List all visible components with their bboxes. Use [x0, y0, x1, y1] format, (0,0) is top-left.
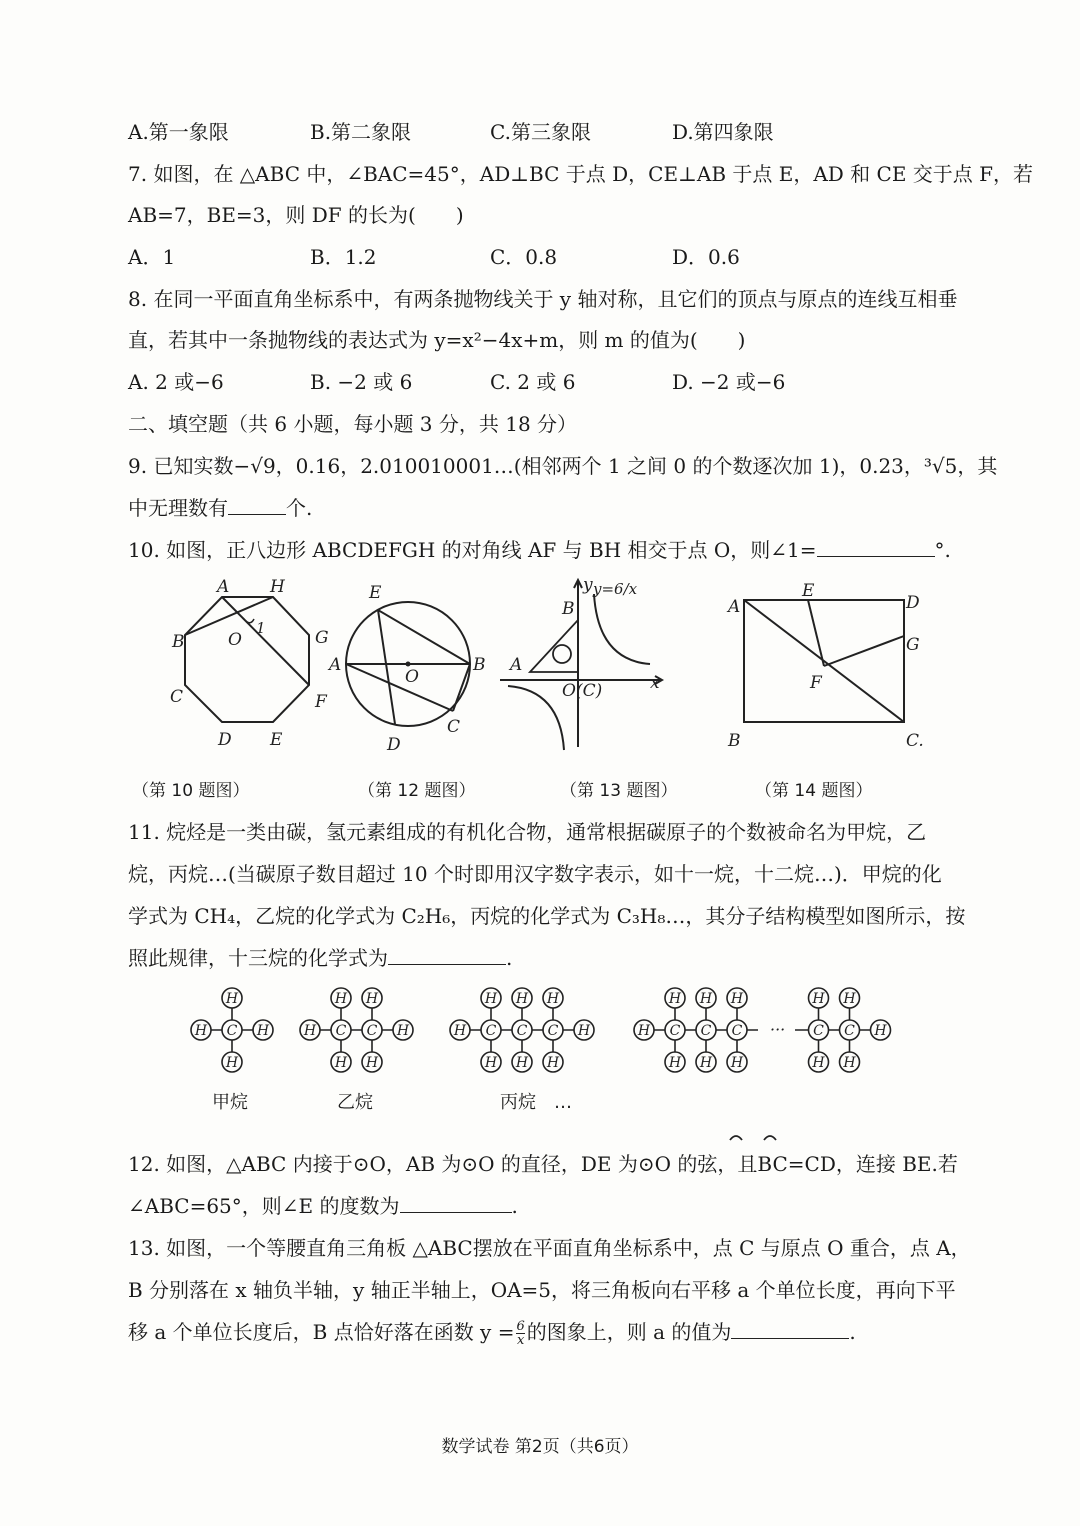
fig10-label-c: C: [170, 687, 184, 707]
triangle-abc: [530, 620, 578, 672]
arc-marks: [728, 1132, 780, 1142]
q12-line2: [128, 1192, 518, 1220]
hydrogen-atom: [665, 988, 685, 1008]
diagonal-ac: [744, 600, 904, 722]
q7-line1: 7. 如图，在 △ABC 中，∠BAC=45°，AD⊥BC 于点 D，CE⊥AB 于点 E，AD 和 CE 交于点 F，若: [128, 162, 1034, 186]
hydrogen-atom: [543, 1052, 563, 1072]
figure-10-octagon: [160, 575, 340, 755]
octagon-shape: [185, 597, 309, 722]
q13-text-c: .: [849, 1320, 856, 1344]
hydrogen-atom: [543, 988, 563, 1008]
q7-option-d: D．0.6: [672, 245, 740, 269]
q13-line3: [128, 1318, 856, 1347]
hydrogen-atom-label: H: [812, 991, 825, 1007]
figure-13-coordinate: [500, 572, 675, 752]
fig10-label-o: O: [228, 630, 242, 650]
hydrogen-atom-label: H: [577, 1023, 591, 1039]
q9-line2: [128, 494, 312, 522]
hydrogen-atom-label: H: [812, 1055, 825, 1071]
q13-fraction-num: 6: [516, 1319, 525, 1334]
hydrogen-atom: [362, 988, 382, 1008]
fig13-label-b: B: [562, 599, 575, 619]
hydrogen-atom-label: H: [225, 991, 239, 1007]
q10-text-a: 10. 如图，正八边形 ABCDEFGH 的对角线 AF 与 BH 相交于点 O，则∠1=: [128, 538, 817, 562]
q8-option-b: B. −2 或 6: [310, 370, 413, 394]
fig13-label-o: O(C): [562, 681, 603, 701]
center-point: [406, 662, 411, 667]
hydrogen-atom: [362, 1052, 382, 1072]
hydrogen-atom-label: H: [668, 1055, 682, 1071]
q7-option-b: B．1.2: [310, 245, 377, 269]
q13-line1: 13. 如图，一个等腰直角三角板 △ABC摆放在平面直角坐标系中，点 C 与原点 O 重合，点 A，: [128, 1236, 971, 1260]
hydrogen-atom: [665, 1052, 685, 1072]
chain-ellipsis: ···: [770, 1020, 786, 1039]
hydrogen-atom-label: H: [334, 1055, 348, 1071]
q6-option-d: D.第四象限: [672, 120, 774, 144]
hydrogen-atom: [300, 1020, 320, 1040]
caption-fig10: （第 10 题图）: [132, 781, 250, 801]
carbon-atom-label: C: [547, 1023, 559, 1039]
fig14-label-g: G: [906, 635, 920, 655]
q7-option-c: C．0.8: [490, 245, 558, 269]
hydrogen-atom-label: H: [546, 991, 560, 1007]
carbon-atom-label: C: [366, 1023, 378, 1039]
hyperbola-branch-1: [594, 594, 650, 664]
fig13-label-y: y: [583, 575, 593, 595]
arc-mark-bc: [730, 1136, 742, 1140]
q12-text-b: .: [511, 1194, 518, 1218]
carbon-atom: [481, 1020, 501, 1040]
q12-line1: 12. 如图，△ABC 内接于⊙O，AB 为⊙O 的直径，DE 为⊙O 的弦，且BC=CD，连接 BE.若: [128, 1152, 958, 1176]
carbon-atom-label: C: [485, 1023, 497, 1039]
carbon-atom-label: C: [226, 1023, 238, 1039]
chord-ed: [378, 610, 395, 724]
chord-eb: [378, 610, 470, 664]
q6-option-c: C.第三象限: [490, 120, 591, 144]
fig14-label-e: E: [802, 581, 815, 601]
fig10-label-h: H: [270, 577, 285, 597]
hydrogen-atom-label: H: [546, 1055, 560, 1071]
hydrogen-atom: [696, 1052, 716, 1072]
q9-text-b: 个.: [286, 496, 313, 520]
q10-line1: [128, 536, 951, 564]
q8-option-a: A. 2 或−6: [128, 370, 224, 394]
fig14-label-f: F: [810, 673, 822, 693]
carbon-atom-label: C: [335, 1023, 347, 1039]
q11-text-b: .: [506, 946, 513, 970]
hydrogen-atom-label: H: [637, 1023, 651, 1039]
fig13-label-x: x: [650, 673, 660, 693]
hydrogen-atom: [840, 988, 860, 1008]
carbon-atom-label: C: [813, 1023, 824, 1039]
fig14-label-d: D: [906, 593, 920, 613]
fig12-label-a: A: [329, 655, 342, 675]
hydrogen-atom-label: H: [396, 1023, 410, 1039]
hydrogen-atom-label: H: [484, 1055, 498, 1071]
hydrogen-atom: [331, 1052, 351, 1072]
hydrogen-atom-label: H: [668, 991, 682, 1007]
q8-option-d: D. −2 或−6: [672, 370, 786, 394]
hydrogen-atom: [253, 1020, 273, 1040]
carbon-atom-label: C: [516, 1023, 528, 1039]
hydrogen-atom-label: H: [194, 1023, 208, 1039]
fig13-label-a: A: [510, 655, 523, 675]
carbon-atom: [809, 1020, 829, 1040]
hydrogen-atom-label: H: [699, 991, 713, 1007]
hydrogen-atom: [450, 1020, 470, 1040]
molecule-name-methane: 甲烷: [212, 1092, 248, 1113]
carbon-atom-label: C: [700, 1023, 712, 1039]
hydrogen-atom: [696, 988, 716, 1008]
hydrogen-atom-label: H: [515, 991, 529, 1007]
q9-line1: 9. 已知实数−√9，0.16，2.010010001…(相邻两个 1 之间 0 的个数逐次加 1)，0.23，³√5，其: [128, 454, 998, 478]
hydrogen-atom-label: H: [334, 991, 348, 1007]
molecule-name-ethane: 乙烷: [337, 1092, 373, 1113]
q9-answer-blank[interactable]: [228, 494, 286, 515]
hydrogen-atom-label: H: [365, 1055, 379, 1071]
hydrogen-atom: [481, 1052, 501, 1072]
q6-option-b: B.第二象限: [310, 120, 412, 144]
q13-fraction-den: x: [516, 1333, 525, 1348]
chord-cb: [453, 664, 470, 711]
triangle-hole: [553, 645, 571, 663]
q12-text-a: ∠ABC=65°，则∠E 的度数为: [128, 1194, 400, 1218]
hydrogen-atom-label: H: [874, 1023, 887, 1039]
fig10-label-1: 1: [256, 619, 266, 637]
q11-text-a: 照此规律，十三烷的化学式为: [128, 946, 388, 970]
hydrogen-atom: [634, 1020, 654, 1040]
q8-line2: 直，若其中一条抛物线的表达式为 y=x²−4x+m，则 m 的值为( ): [128, 328, 746, 352]
hydrogen-atom: [809, 988, 829, 1008]
q6-option-a: A.第一象限: [128, 120, 229, 144]
carbon-atom-label: C: [844, 1023, 855, 1039]
q12-answer-blank[interactable]: [400, 1192, 512, 1213]
page-footer: 数学试卷 第2页（共6页）: [441, 1437, 639, 1457]
q10-text-b: °.: [934, 538, 951, 562]
q11-line3: 学式为 CH₄，乙烷的化学式为 C₂H₆，丙烷的化学式为 C₃H₈…，其分子结构模型如图所示，按: [128, 904, 966, 928]
hydrogen-atom: [809, 1052, 829, 1072]
fig10-label-b: B: [172, 632, 185, 652]
q13-text-a: 移 a 个单位长度后，B 点恰好落在函数 y =: [128, 1320, 515, 1344]
fig14-label-b: B: [728, 731, 741, 751]
carbon-atom: [331, 1020, 351, 1040]
q13-fraction: [516, 1320, 524, 1347]
q11-line2: 烷，丙烷…(当碳原子数目超过 10 个时即用汉字数字表示，如十一烷，十二烷…)．甲烷的化: [128, 862, 942, 886]
q7-option-a: A．1: [128, 245, 176, 269]
hydrogen-atom-label: H: [730, 991, 744, 1007]
hydrogen-atom-label: H: [453, 1023, 467, 1039]
q13-text-b: 的图象上，则 a 的值为: [526, 1320, 732, 1344]
hydrogen-atom-label: H: [699, 1055, 713, 1071]
carbon-atom: [840, 1020, 860, 1040]
hydrogen-atom: [393, 1020, 413, 1040]
hydrogen-atom-label: H: [225, 1055, 239, 1071]
fig12-label-e: E: [369, 583, 382, 603]
hydrogen-atom-label: H: [365, 991, 379, 1007]
fig14-label-c: C.: [906, 731, 924, 751]
hydrogen-atom-label: H: [843, 991, 856, 1007]
fig10-label-f: F: [315, 692, 327, 712]
fig10-label-d: D: [218, 730, 232, 750]
fig14-label-a: A: [728, 597, 741, 617]
carbon-atom: [512, 1020, 532, 1040]
carbon-atom: [696, 1020, 716, 1040]
fig12-label-o: O: [405, 667, 419, 687]
q7-line2: AB=7，BE=3，则 DF 的长为( ): [128, 203, 464, 227]
q10-answer-blank[interactable]: [817, 536, 935, 557]
hydrogen-atom-label: H: [484, 991, 498, 1007]
hydrogen-atom-label: H: [515, 1055, 529, 1071]
hydrogen-atom: [727, 988, 747, 1008]
fig12-label-b: B: [473, 655, 486, 675]
carbon-atom: [222, 1020, 242, 1040]
carbon-atom: [543, 1020, 563, 1040]
section-heading: 二、填空题（共 6 小题，每小题 3 分，共 18 分）: [128, 412, 578, 436]
q13-answer-blank[interactable]: [731, 1318, 849, 1339]
alkane-structures: [180, 980, 900, 1080]
hydrogen-atom-label: H: [303, 1023, 317, 1039]
molecule-name-propane: 丙烷 …: [500, 1092, 572, 1113]
fig10-label-e: E: [270, 730, 283, 750]
q11-line1: 11. 烷烃是一类由碳，氢元素组成的有机化合物，通常根据碳原子的个数被命名为甲烷，乙: [128, 820, 927, 844]
caption-fig12: （第 12 题图）: [358, 781, 476, 801]
q8-line1: 8. 在同一平面直角坐标系中，有两条抛物线关于 y 轴对称，且它们的顶点与原点的连线互相垂: [128, 287, 958, 311]
segment-fg: [824, 636, 904, 666]
carbon-atom: [665, 1020, 685, 1040]
q9-text-a: 中无理数有: [128, 496, 228, 520]
fig13-equation: y=6/x: [593, 580, 638, 598]
hydrogen-atom: [191, 1020, 211, 1040]
arc-mark-cd: [764, 1136, 776, 1140]
caption-fig13: （第 13 题图）: [560, 781, 678, 801]
hydrogen-atom-label: H: [256, 1023, 270, 1039]
fig10-label-g: G: [315, 628, 329, 648]
hydrogen-atom: [331, 988, 351, 1008]
carbon-atom: [362, 1020, 382, 1040]
carbon-atom: [727, 1020, 747, 1040]
figure-14-rectangle: [720, 578, 935, 758]
hyperbola-branch-2: [508, 686, 564, 750]
q8-option-c: C. 2 或 6: [490, 370, 576, 394]
q11-answer-blank[interactable]: [388, 944, 506, 965]
hydrogen-atom: [574, 1020, 594, 1040]
carbon-atom-label: C: [669, 1023, 681, 1039]
figure-12-circle: [325, 578, 495, 758]
hydrogen-atom: [727, 1052, 747, 1072]
hydrogen-atom: [222, 988, 242, 1008]
fig10-label-a: A: [217, 577, 230, 597]
hydrogen-atom: [481, 988, 501, 1008]
q13-line2: B 分别落在 x 轴负半轴，y 轴正半轴上，OA=5，将三角板向右平移 a 个单位长度，再向下平: [128, 1278, 956, 1302]
hydrogen-atom: [512, 1052, 532, 1072]
carbon-atom-label: C: [731, 1023, 743, 1039]
hydrogen-atom-label: H: [730, 1055, 744, 1071]
caption-fig14: （第 14 题图）: [755, 781, 873, 801]
fig12-label-d: D: [387, 735, 401, 755]
fig12-label-c: C: [447, 717, 461, 737]
hydrogen-atom: [222, 1052, 242, 1072]
hydrogen-atom-label: H: [843, 1055, 856, 1071]
hydrogen-atom: [512, 988, 532, 1008]
hydrogen-atom: [871, 1020, 891, 1040]
hydrogen-atom: [840, 1052, 860, 1072]
chord-ac: [346, 664, 453, 711]
q11-line4: [128, 944, 512, 972]
